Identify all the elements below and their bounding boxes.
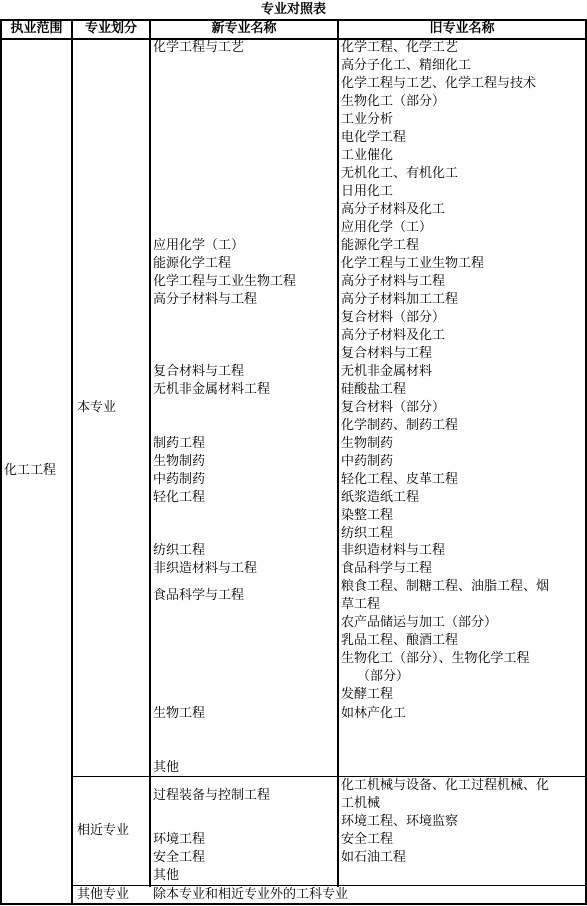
related-old-name-item: 安全工程 — [341, 832, 394, 847]
division-other-label: 其他专业 — [77, 887, 130, 902]
old-name-item: 中药制药 — [341, 454, 394, 469]
old-name-item: 化学工程与工艺、化学工程与技术 — [341, 76, 537, 91]
old-name-item: （部分） — [357, 669, 410, 684]
other-description: 除本专业和相近专业外的工科专业 — [153, 887, 349, 902]
old-name-item: 复合材料（部分） — [341, 400, 446, 415]
related-new-name-item: 其他 — [153, 868, 180, 883]
new-name-item: 生物制药 — [153, 454, 206, 469]
old-name-item: 食品科学与工程 — [341, 561, 433, 576]
old-name-item: 染整工程 — [341, 508, 394, 523]
new-name-item: 非织造材料与工程 — [153, 561, 258, 576]
old-name-item: 能源化学工程 — [341, 238, 420, 253]
related-old-name-item: 环境工程、环境监察 — [341, 814, 459, 829]
related-old-name-item: 如石油工程 — [341, 850, 407, 865]
old-name-item: 高分子材料加工工程 — [341, 292, 459, 307]
old-name-item: 无机化工、有机化工 — [341, 166, 459, 181]
related-new-name-item: 环境工程 — [153, 832, 206, 847]
old-name-item: 复合材料与工程 — [341, 346, 433, 361]
old-name-item: 纸浆造纸工程 — [341, 490, 420, 505]
col-border-division — [149, 19, 151, 887]
col-border-scope — [71, 19, 73, 905]
old-name-item: 电化学工程 — [341, 130, 407, 145]
new-name-item: 应用化学（工） — [153, 238, 245, 253]
scope-cell: 化工工程 — [4, 463, 57, 478]
old-name-item: 粮食工程、制糖工程、油脂工程、烟 — [341, 579, 550, 594]
old-name-item: 应用化学（工） — [341, 220, 433, 235]
new-name-item: 中药制药 — [153, 472, 206, 487]
col-border-new — [337, 19, 339, 887]
old-name-item: 生物制药 — [341, 436, 394, 451]
old-name-item: 草工程 — [341, 597, 381, 612]
old-name-item: 复合材料（部分） — [341, 310, 446, 325]
old-name-item: 纺织工程 — [341, 526, 394, 541]
old-name-item: 无机非金属材料 — [341, 364, 433, 379]
related-new-name-item: 安全工程 — [153, 850, 206, 865]
old-name-item: 生物化工（部分）、生物化学工程 — [341, 651, 530, 666]
old-name-item: 非织造材料与工程 — [341, 543, 446, 558]
new-name-item: 纺织工程 — [153, 543, 206, 558]
related-old-name-item: 工机械 — [341, 796, 381, 811]
new-name-item: 制药工程 — [153, 436, 206, 451]
related-old-name-item: 化工机械与设备、化工过程机械、化 — [341, 778, 550, 793]
old-name-item: 硅酸盐工程 — [341, 382, 407, 397]
old-name-item: 发酵工程 — [341, 687, 394, 702]
related-new-name-item: 过程装备与控制工程 — [153, 788, 271, 803]
table-title: 专业对照表 — [260, 2, 326, 17]
old-name-item: 化学制药、制药工程 — [341, 418, 459, 433]
new-name-item: 复合材料与工程 — [153, 364, 245, 379]
old-name-item: 高分子化工、精细化工 — [341, 58, 472, 73]
division-main-label: 本专业 — [77, 400, 117, 415]
new-name-item: 无机非金属材料工程 — [153, 382, 271, 397]
new-name-item: 食品科学与工程 — [153, 588, 245, 603]
new-name-item: 其他 — [153, 760, 180, 775]
old-name-item: 工业催化 — [341, 148, 394, 163]
old-name-item: 高分子材料与工程 — [341, 274, 446, 289]
header-division: 专业划分 — [84, 21, 137, 36]
header-old-name: 旧专业名称 — [429, 21, 495, 36]
old-name-item: 日用化工 — [341, 184, 394, 199]
new-name-item: 化学工程与工艺 — [153, 40, 245, 55]
division-related-label: 相近专业 — [77, 823, 130, 838]
new-name-item: 高分子材料与工程 — [153, 292, 258, 307]
old-name-item: 轻化工程、皮革工程 — [341, 472, 459, 487]
old-name-item: 生物化工（部分） — [341, 94, 446, 109]
old-name-item: 乳品工程、酿酒工程 — [341, 633, 459, 648]
new-name-item: 化学工程与工业生物工程 — [153, 274, 297, 289]
header-new-name: 新专业名称 — [211, 21, 277, 36]
header-scope: 执业范围 — [10, 21, 63, 36]
old-name-item: 高分子材料及化工 — [341, 202, 446, 217]
header-bottom-border — [0, 38, 587, 40]
old-name-item: 农产品储运与加工（部分） — [341, 615, 498, 630]
old-name-item: 工业分析 — [341, 112, 394, 127]
new-name-item: 能源化学工程 — [153, 256, 232, 271]
old-name-item: 如林产化工 — [341, 706, 407, 721]
old-name-item: 化学工程、化学工艺 — [341, 40, 459, 55]
col-border-left — [0, 19, 2, 905]
old-name-item: 高分子材料及化工 — [341, 328, 446, 343]
old-name-item: 化学工程与工业生物工程 — [341, 256, 485, 271]
new-name-item: 生物工程 — [153, 706, 206, 721]
new-name-item: 轻化工程 — [153, 490, 206, 505]
